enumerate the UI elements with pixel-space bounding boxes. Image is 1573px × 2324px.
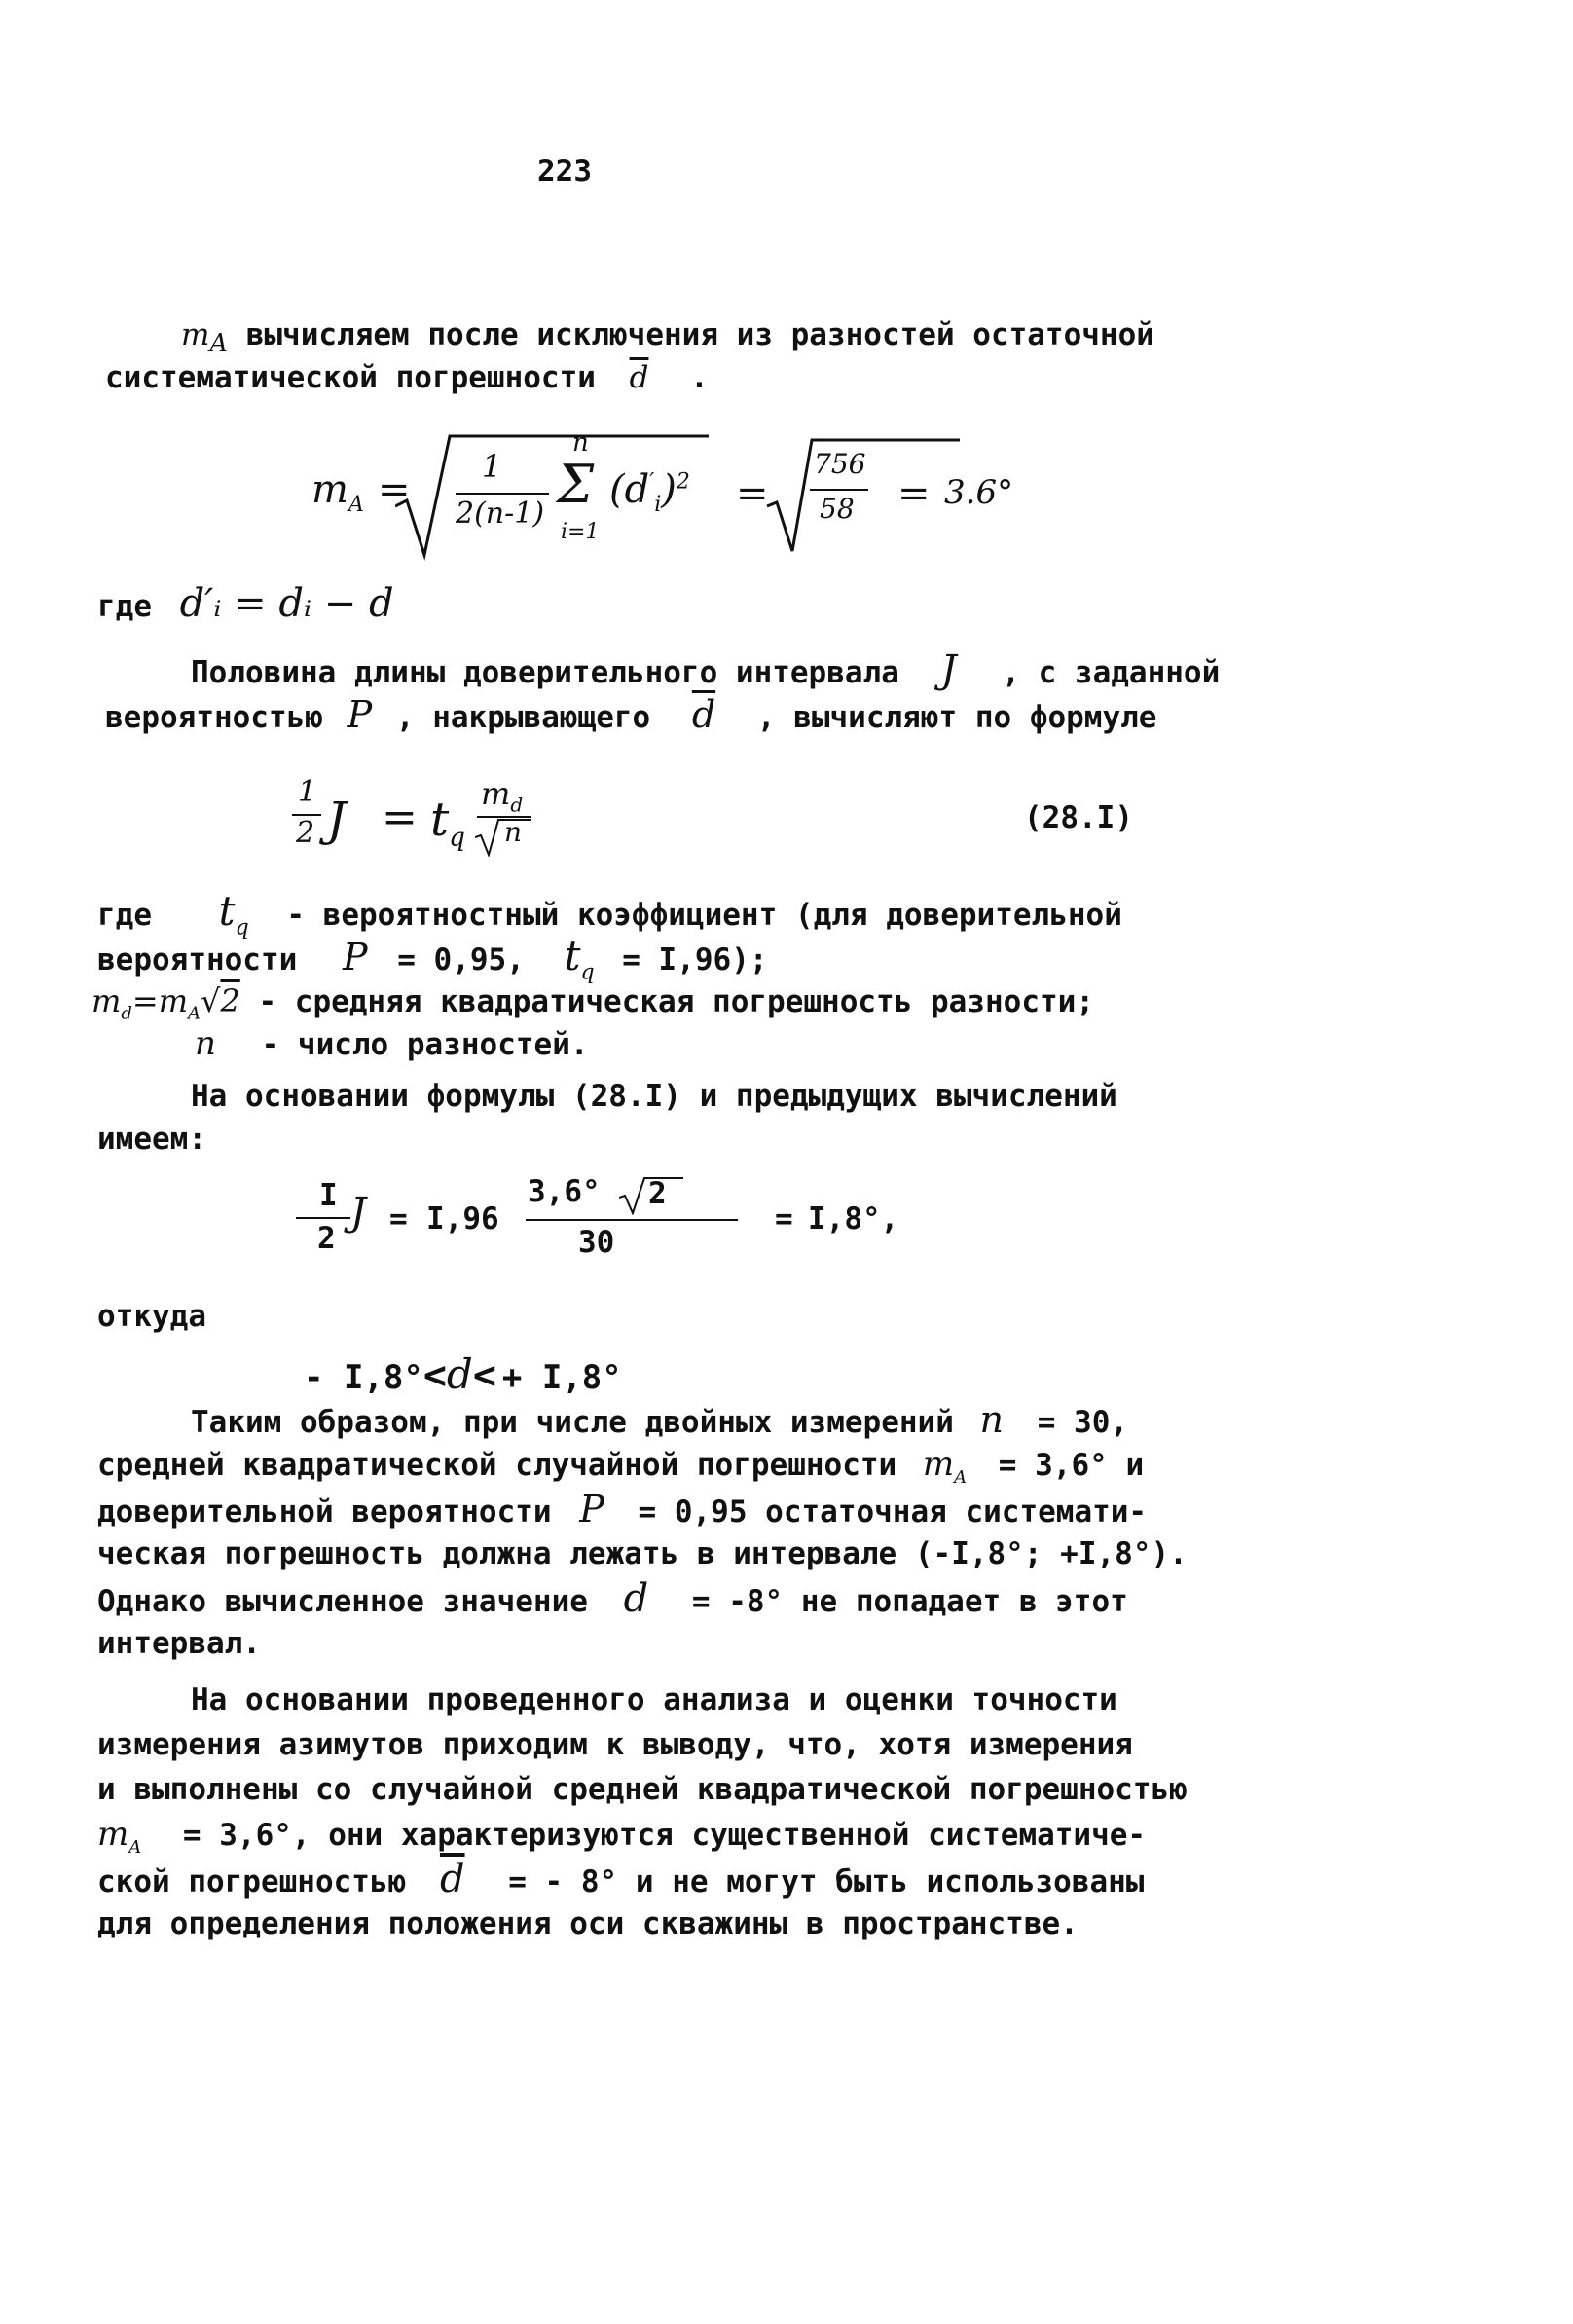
formula-2-label: (28.I): [1024, 800, 1133, 835]
para1-line1: $m_A$ вычисляем после исключения из разностей остаточной: [181, 317, 1154, 359]
para2-line1: Половина длины доверительного интервала J , с заданной: [191, 647, 1221, 692]
para4-line2: средней квадратической случайной погрешности $m_A = 3,6^\circ$ и: [97, 1445, 1145, 1488]
para3-line1: На основании формулы (28.I) и предыдущих вычислений: [191, 1079, 1117, 1114]
para5-line1: На основании проведенного анализа и оценки точности: [191, 1682, 1117, 1717]
para5-line4: $m_A = 3,6^\circ$, они характеризуются существенной систематиче-: [97, 1815, 1147, 1858]
para3-line2: имеем:: [97, 1122, 206, 1157]
para4-line4: ческая погрешность должна лежать в интервале (-I,8°; +I,8°).: [97, 1536, 1188, 1571]
page-number: 223: [537, 154, 592, 189]
def-n: n - число разностей.: [195, 1024, 589, 1063]
def-md: $m_d=m_A√2$ - средняя квадратическая погрешность разности;: [91, 982, 1094, 1024]
para4-line5: Однако вычисленное значение d = -8° не попадает в этот: [97, 1576, 1128, 1621]
whence: откуда: [97, 1299, 206, 1334]
para1-line2: систематической погрешности $\overline{d}$ .: [105, 360, 709, 395]
formula-3: I 2 J = I,96 3,6° 2 30 = I,8°,: [292, 1174, 1032, 1281]
para4-line1: Таким образом, при числе двойных измерений n = 30,: [191, 1398, 1129, 1441]
para5-line6: для определения положения оси скважины в пространстве.: [97, 1906, 1079, 1941]
symbol-d-bar: $\overline{d}$: [629, 360, 649, 395]
para2-line2: вероятностью P , накрывающего $\overline{d}$ , вычисляют по формуле: [105, 693, 1157, 736]
para5-line3: и выполнены со случайной средней квадратической погрешностью: [97, 1772, 1188, 1807]
def-tq-line2: вероятности P = 0,95, $t_q = I,96$);: [97, 932, 768, 985]
where-line-1: где d′ᵢ = dᵢ − d: [97, 581, 394, 626]
symbol-mA: $m_A$: [181, 317, 229, 359]
formula-2: 1 2 J = $t_q$ $m_d$ n (28.I): [292, 775, 1149, 882]
para4-line3: доверительной вероятности P = 0,95 остаточная системати-: [97, 1488, 1148, 1531]
para5-line5: ской погрешностью $\overline{d}$ = - 8° и не могут быть использованы: [97, 1857, 1145, 1901]
para4-line6: интервал.: [97, 1626, 261, 1661]
def-tq-line1: где $t_q$ - вероятностный коэффициент (для доверительной: [97, 887, 1122, 941]
para5-line2: измерения азимутов приходим к выводу, что, хотя измерения: [97, 1727, 1133, 1762]
formula-1: $m_A$ = 1 2(n-1) n Σ i=1 $(d'_i)^2$ = 756 58 = 3.6°: [311, 428, 1051, 565]
formula-4: - I,8°<d< + I,8°: [304, 1350, 622, 1398]
